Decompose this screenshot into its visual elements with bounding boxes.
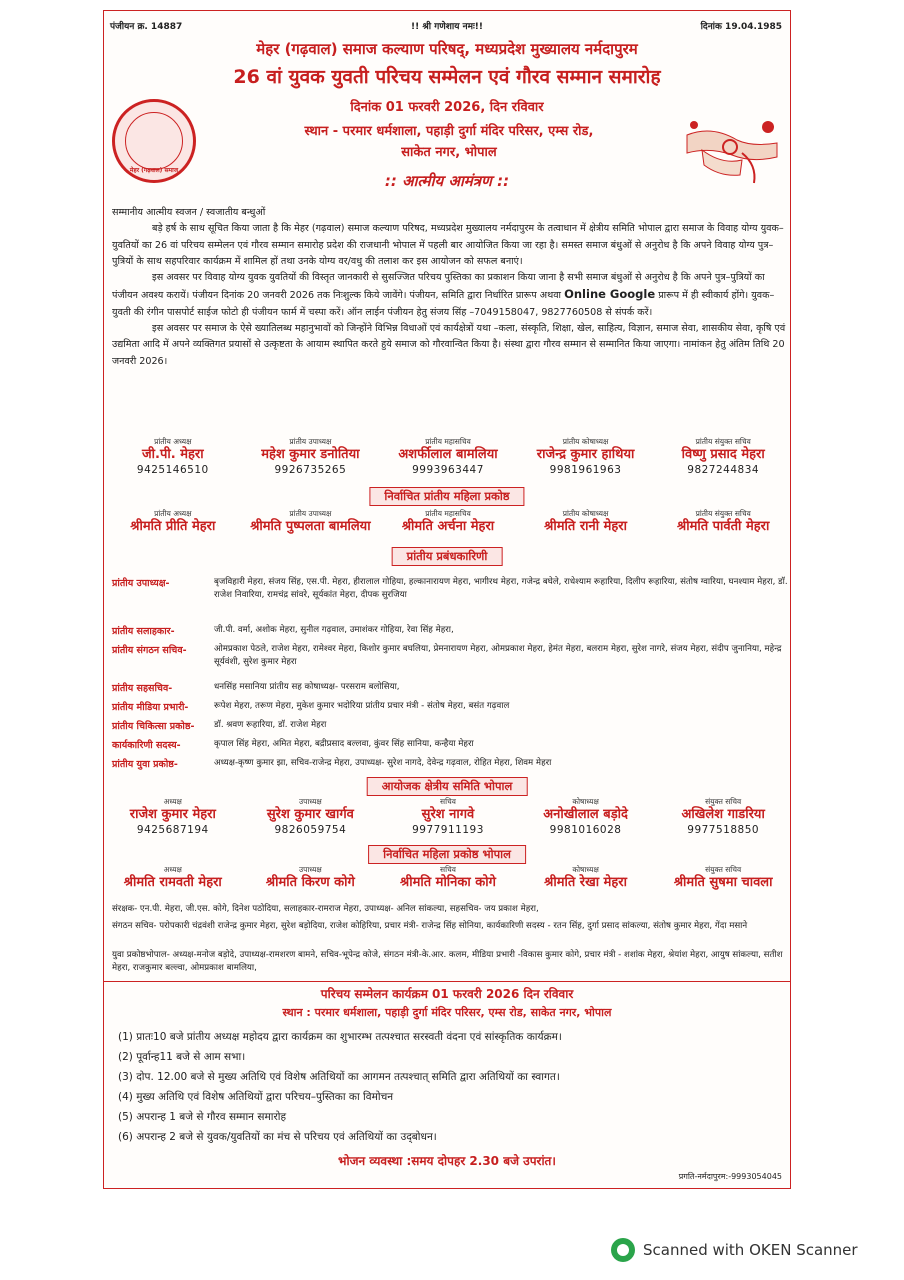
salutation: सम्मानीय आत्मीय स्वजन / स्वजातीय बन्धुओं (112, 207, 266, 218)
executive-value: ओमप्रकाश पेठले, राजेश मेहरा, रामेश्वर मेहरा, किशोर कुमार बघलिया, प्रेमनारायण मेहरा, ओमप्रकाश मेहरा, हेमंत मेहरा, बलराम मेहरा, सुरेश नागरे, संजय मेहरा, संदीप जुनानिया, महेन्द्र सूर्यवंशी, सुरेश कुमार मेहरा (214, 644, 782, 667)
state-officer: प्रांतीय महासचिव अशर्फीलाल बामलिया 9993963447 (398, 437, 498, 476)
online-google-label: Online Google (564, 287, 656, 302)
bhopal-women-row (104, 865, 792, 891)
program-schedule (118, 1027, 778, 1147)
bhopal-women-member: संयुक्त सचिव श्रीमति सुषमा चावला (673, 865, 773, 890)
bhopal-women-member: सचिव श्रीमति मोनिका कोगे (400, 865, 496, 890)
event-date: दिनांक 01 फरवरी 2026, दिन रविवार (350, 100, 544, 115)
executive-label: प्रांतीय उपाध्यक्ष- (112, 578, 170, 589)
bhopal-officer: कोषाध्यक्ष अनोखीलाल बड़ोदे 9981016028 (543, 797, 628, 836)
bhopal-women-member: उपाध्यक्ष श्रीमति किरण कोगे (265, 865, 355, 890)
state-women-member: प्रांतीय कोषाध्यक्ष श्रीमति रानी मेहरा (544, 509, 627, 534)
schedule-item: (5) अपरान्ह 1 बजे से गौरव सम्मान समारोह (118, 1111, 287, 1123)
scanner-text: Scanned with OKEN Scanner (643, 1241, 858, 1259)
state-women-member: प्रांतीय उपाध्यक्ष श्रीमति पुष्पलता बामलिया (250, 509, 371, 534)
bhopal-officer: सचिव सुरेश नागवे 9977911193 (412, 797, 484, 836)
state-women-banner: निर्वाचित प्रांतीय महिला प्रकोष्ठ (369, 487, 524, 506)
bhopal-committee-banner: आयोजक क्षेत्रीय समिति भोपाल (367, 777, 528, 796)
event-venue (224, 121, 674, 163)
executive-label: प्रांतीय सहसचिव- (112, 683, 173, 694)
invitation-body (112, 205, 788, 370)
paragraph-2: इस अवसर पर विवाह योग्य युवक युवतियों की विस्तृत जानकारी से सुसज्जित परिचय पुस्तिका का प्रकाशन किया जाना है सभी समाज बंधुओं से अनुरोध है कि अपने पुत्र–पुत्रियों का पंजीयन अवश्य करायें। पंजीयन दिनांक 20 जनवरी 2026 तक निःशुल्क किये जावेंगे। पंजीयन, समिति द्वारा निर्धारित प्रारूप अथवा Online Google प्रारूप में ही स्वीकार्य होंगे। युवक–युवती की रंगीन पासपोर्ट साईज फोटो ही पंजीयन फार्म में चस्पा करें। ऑन लाईन पंजीयन हेतु संजय सिंह –7049158047, 9827760508 से संपर्क करें। (112, 272, 775, 318)
executive-value: कृपाल सिंह मेहरा, अमित मेहरा, बद्रीप्रसाद बल्लवा, कुंवर सिंह सानिया, कन्हैया मेहरा (214, 739, 474, 749)
state-women-member: प्रांतीय महासचिव श्रीमति अर्चना मेहरा (401, 509, 495, 534)
scanner-watermark (611, 1238, 858, 1262)
executive-label: प्रांतीय मीडिया प्रभारी- (112, 702, 189, 713)
executive-value: जी.पी. वर्मा, अशोक मेहरा, सुनील गढ़वाल, उमाशंकर गोहिया, रेवा सिंह मेहरा, (214, 625, 454, 635)
executive-banner: प्रांतीय प्रबंधकारिणी (392, 547, 503, 566)
meal-arrangement: भोजन व्यवस्था :समय दोपहर 2.30 बजे उपरांत। (338, 1154, 556, 1168)
schedule-item: (4) मुख्य अतिथि एवं विशेष अतिथियों द्वारा परिचय–पुस्तिका का विमोचन (118, 1091, 394, 1103)
schedule-item: (2) पूर्वान्ह11 बजे से आम सभा। (118, 1051, 246, 1063)
bhopal-women-member: अध्यक्ष श्रीमति रामवती मेहरा (123, 865, 222, 890)
executive-label: प्रांतीय सलाहकार- (112, 626, 175, 637)
society-logo (112, 99, 196, 183)
bhopal-youth-wing: युवा प्रकोष्ठभोपाल- अध्यक्ष-मनोज बड़ोदे, उपाध्यक्ष-रामशरण बामने, सचिव-भूपेन्द्र कोजे, संगठन मंत्री-के.आर. कलम, मीडिया प्रभारी -विकास कुमार कोगे, प्रचार मंत्री - शशांक मेहरा, श्रेयांश मेहरा, आयुष सांकल्या, सतीश मेहरा, राजकुमार बल्ल्वा, ओमप्रकाश बामलिया, (112, 950, 783, 973)
invitation-heading: :: आत्मीय आमंत्रण :: (384, 172, 510, 190)
schedule-item: (6) अपरान्ह 2 बजे से युवक/युवतियों का मंच से परिचय एवं अतिथियों का उद्‌बोधन। (118, 1131, 437, 1143)
paragraph-1: बड़े हर्ष के साथ सूचित किया जाता है कि मेहर (गढ़वाल) समाज कल्याण परिषद, मध्यप्रदेश मुख्यालय नर्मदापुरम के तत्वाधान में क्षेत्रीय समिति भोपाल द्वारा समाज के विवाह योग्य युवक–युवतियों का 26 वां परिचय सम्मेलन एवं गौरव सम्मान समारोह प्रदेश की राजधानी भोपाल में पहली बार आयोजित किया जा रहा है। समस्त समाज बंधुओं से अनुरोध है कि अपने विवाह योग्य पुत्र–पुत्रियों के साथ सहपरिवार कार्यक्रम में शामिल हों तथा उनके योग्य वर/वधु की तलाश कर इस आयोजन को सफल बनाएं। (112, 223, 784, 267)
state-officer: प्रांतीय कोषाध्यक्ष राजेन्द्र कुमार हाथिया 9981961963 (536, 437, 635, 476)
paragraph-3: इस अवसर पर समाज के ऐसे ख्यातिलब्ध महानुभावों को जिन्होंने विभिन्न विधाओं एवं कार्यक्षेत्रों यथा –कला, संस्कृति, शिक्षा, खेल, साहित्य, विज्ञान, समाज सेवा, शासकीय सेवा, कृषि एवं उद्यमिता आदि में अपने व्यक्तिगत प्रयासों से उत्कृष्टता के आयाम स्थापित करते हुये समाज को गौरवान्वित किया है। संस्था द्वारा गौरव सम्मान से सम्मानित किया जाएगा। नामांकन हेतु अंतिम तिथि 20 जनवरी 2026। (112, 323, 786, 367)
bhopal-patrons: संरक्षक- एन.पी. मेहरा, जी.एस. कोगे, दिनेश पठोदिया, सलाहकार-रामराज मेहरा, उपाध्यक्ष- अनिल सांकल्या, सहसचिव- जय प्रकाश मेहरा, (112, 904, 539, 914)
registration-number: पंजीयन क्र. 14887 (110, 22, 183, 32)
state-women-member: प्रांतीय संयुक्त सचिव श्रीमति पार्वती मेहरा (677, 509, 770, 534)
executive-value: अध्यक्ष-कृष्ण कुमार झा, सचिव-राजेन्द्र मेहरा, उपाध्यक्ष- सुरेश नागदे, देवेन्द्र गढ़वाल, रोहित मेहरा, शिवम मेहरा (214, 758, 552, 768)
invocation: !! श्री गणेशाय नमः!! (411, 22, 483, 32)
executive-value: बृजविहारी मेहरा, संजय सिंह, एस.पी. मेहरा, हीरालाल गोहिया, हल्कानारायण मेहरा, भागीरथ मेहरा, गजेन्द्र बघेले, राधेश्याम रूहारिया, दिलीप रूहारिया, संतोष ग्वारिया, घनश्याम मेहरा, डॉ. राजेश निवारिया, रामचंद्र सांवरे, सूर्यकांत मेहरा, दीपक सुरजिया (214, 577, 788, 600)
state-officer: प्रांतीय अध्यक्ष जी.पी. मेहरा 9425146510 (136, 437, 209, 476)
organization-name: मेहर (गढ़वाल) समाज कल्याण परिषद्, मध्यप्रदेश मुख्यालय नर्मदापुरम (256, 40, 638, 58)
schedule-item: (1) प्रातः10 बजे प्रांतीय अध्यक्ष महोदय द्वारा कार्यक्रम का शुभारम्भ तत्पश्चात सरस्वती वंदना एवं सांस्कृतिक कार्यक्रम। (118, 1031, 562, 1043)
bhopal-organisation: संगठन सचिव- परोपकारी चंद्रवंशी राजेन्द्र कुमार मेहरा, सुरेश बड़ोदिया, राजेश कोहिरिया, प्रचार मंत्री- राजेन्द्र सिंह सोनिया, कार्यकारिणी सदस्य - रतन सिंह, दुर्गा प्रसाद सांकल्या, संतोष कुमार मेहरा, गेंदा मसाने (112, 921, 748, 931)
executive-value: रूपेश मेहरा, तरूण मेहरा, मुकेश कुमार भदोरिया प्रांतीय प्रचार मंत्री - संतोष मेहरा, बसंत गढ़वाल (214, 701, 510, 711)
program-title: परिचय सम्मेलन कार्यक्रम 01 फरवरी 2026 दिन रविवार (320, 987, 574, 1001)
executive-value: डॉ. श्रवण रूहारिया, डॉ. राजेश मेहरा (214, 720, 327, 730)
logo-emblem-icon (125, 112, 183, 170)
bhopal-officer: अध्यक्ष राजेश कुमार मेहरा 9425687194 (129, 797, 216, 836)
schedule-item: (3) दोप. 12.00 बजे से मुख्य अतिथि एवं विशेष अतिथियों का आगमन तत्पश्चात् समिति द्वारा अतिथियों का स्वागत। (118, 1071, 560, 1083)
program-venue: स्थान : परमार धर्मशाला, पहाड़ी दुर्गा मंदिर परिसर, एम्स रोड, साकेत नगर, भोपाल (282, 1006, 612, 1019)
venue-line-2: साकेत नगर, भोपाल (401, 145, 497, 160)
wedding-hands-icon (682, 105, 782, 185)
venue-line-1: स्थान - परमार धर्मशाला, पहाड़ी दुर्गा मंदिर परिसर, एम्स रोड, (304, 124, 594, 139)
invitation-page (103, 10, 791, 1189)
founding-date: दिनांक 19.04.1985 (700, 22, 782, 32)
printer-credit: प्रगति-नर्मदापुरम:-9993054045 (678, 1172, 782, 1181)
event-title: 26 वां युवक युवती परिचय सम्मेलन एवं गौरव सम्मान समारोह (233, 66, 661, 88)
executive-label: कार्यकारिणी सदस्य- (112, 740, 181, 751)
state-officer: प्रांतीय संयुक्त सचिव विष्णु प्रसाद मेहरा 9827244834 (681, 437, 765, 476)
bhopal-officer: उपाध्यक्ष सुरेश कुमार खार्गव 9826059754 (266, 797, 354, 836)
bhopal-women-member: कोषाध्यक्ष श्रीमति रेखा मेहरा (544, 865, 627, 890)
executive-label: प्रांतीय युवा प्रकोष्ठ- (112, 759, 178, 770)
state-officer: प्रांतीय उपाध्यक्ष महेश कुमार डनोतिया 9926735265 (261, 437, 360, 476)
bhopal-officers-row (104, 797, 792, 837)
executive-label: प्रांतीय संगठन सचिव- (112, 645, 187, 656)
divider (104, 981, 790, 982)
scanner-logo-icon (611, 1238, 635, 1262)
executive-value: धनसिंह मसानिया प्रांतीय सह कोषाध्यक्ष- परसराम बलोसिया, (214, 682, 400, 692)
state-officers-row (104, 437, 792, 477)
state-women-row (104, 509, 792, 535)
executive-label: प्रांतीय चिकित्सा प्रकोष्ठ- (112, 721, 195, 732)
state-women-member: प्रांतीय अध्यक्ष श्रीमति प्रीति मेहरा (130, 509, 216, 534)
bhopal-officer: संयुक्त सचिव अखिलेश गाडरिया 9977518850 (681, 797, 765, 836)
logo-text: मेहर (गढ़वाल) समाज (129, 167, 179, 174)
bhopal-women-banner: निर्वाचित महिला प्रकोष्ठ भोपाल (368, 845, 526, 864)
